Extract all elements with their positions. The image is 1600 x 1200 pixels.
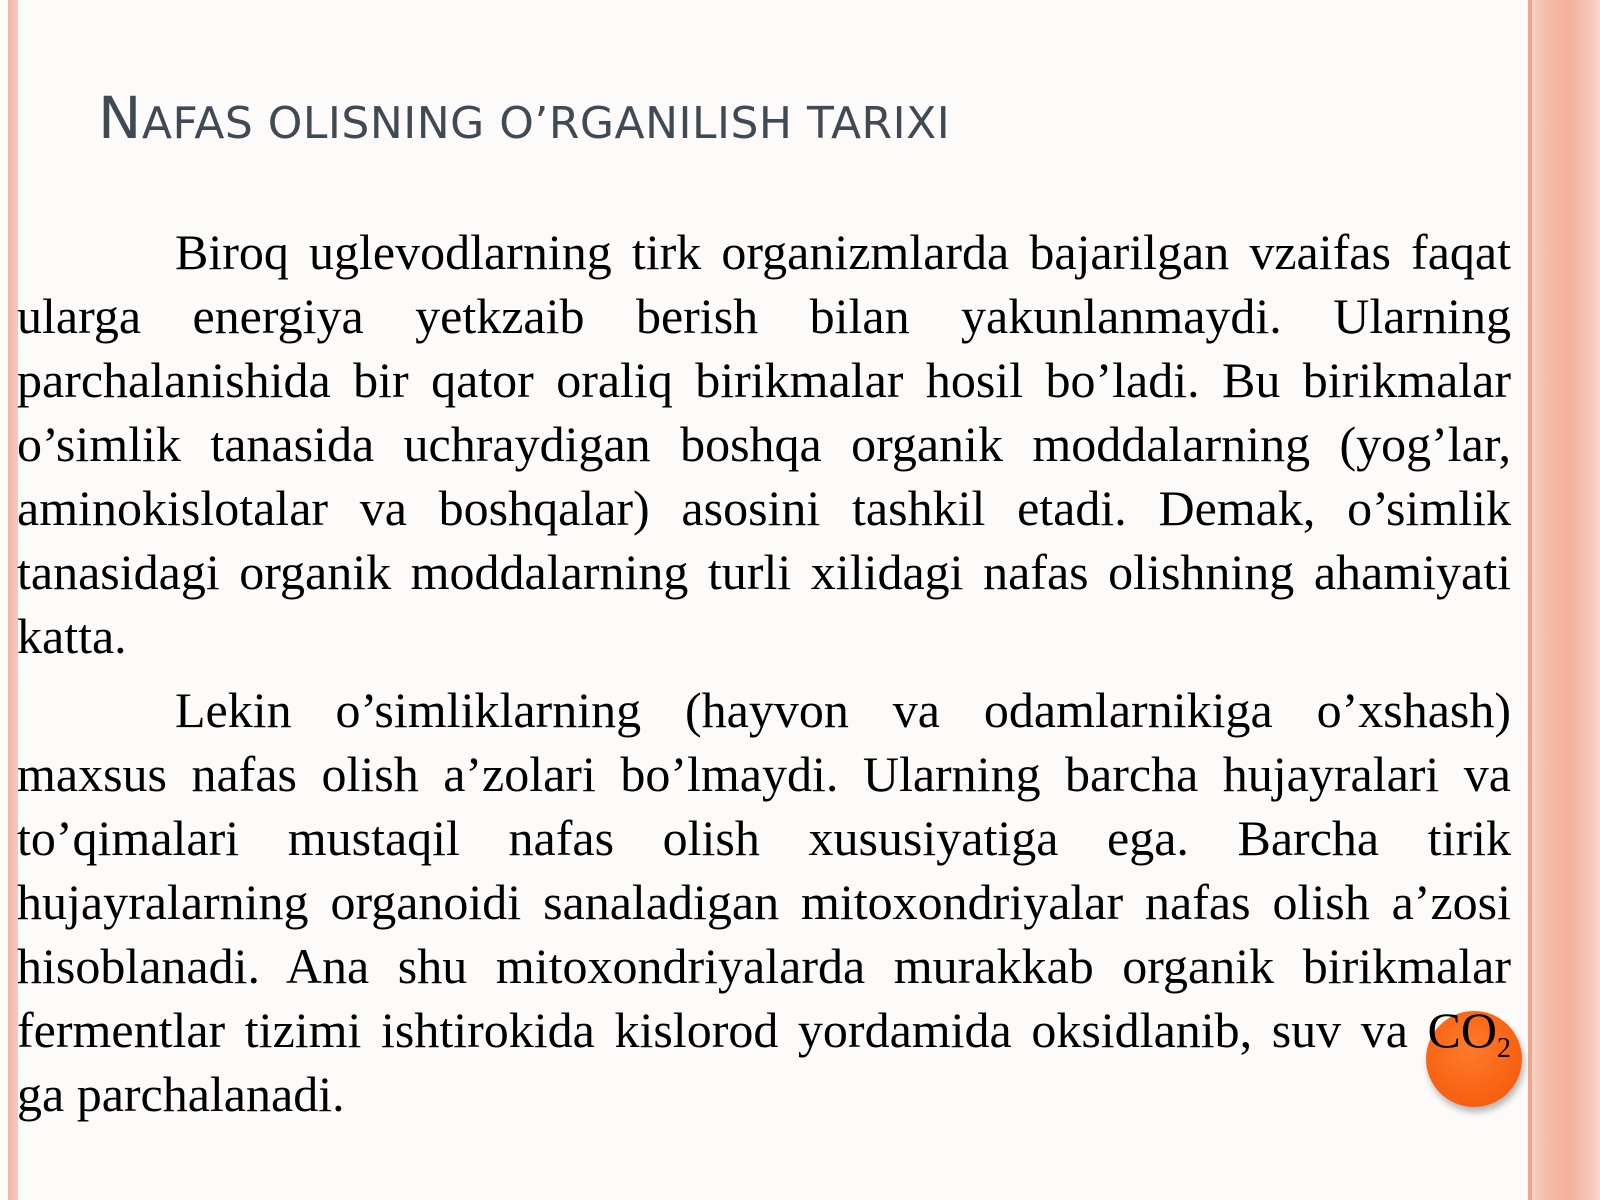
paragraph-1: Biroq uglevodlarning tirk organizmlarda bajarilgan vzaifas faqat ularga energiya yetkzaib berish bilan yakunlanmaydi. Ularning parchalanishida bir qator oraliq birikmalar hosil bo’ladi. Bu birikmalar o’simlik tanasida uchraydigan boshqa organik moddalarning (yog’lar, aminokislotalar va boshqalar) asosini tashkil etadi. Demak, o’simlik tanasidagi organik moddalarning turli xilidagi nafas olishning ahamiyati katta. bbox=[17, 224, 1511, 664]
slide-body bbox=[17, 220, 1511, 1136]
co2-subscript: 2 bbox=[1497, 1033, 1511, 1064]
right-border-line bbox=[1528, 0, 1532, 1200]
title-rest: AFAS OLISNING O’RGANILISH TARIXI bbox=[141, 98, 951, 149]
paragraph-2-main: Lekin o’simliklarning (hayvon va odamlarnikiga o’xshash) maxsus nafas olish a’zolari bo’lmaydi. Ularning barcha hujayralari va to’qimalari mustaqil nafas olish xususiyatiga ega. Barcha tirik hujayralarning organoidi sanaladigan mitoxondriyalar nafas olish a’zosi hisoblanadi. Ana shu mitoxondriyalarda murakkab organik birikmalar fermentlar tizimi ishtirokida kislorod yordamida oksidlanib, suv va CO bbox=[17, 682, 1511, 1058]
slide-title bbox=[98, 84, 950, 152]
title-initial: N bbox=[98, 84, 142, 152]
right-decorative-border bbox=[1528, 0, 1600, 1200]
paragraph-2-end: ga parchalanadi. bbox=[17, 1066, 345, 1122]
paragraph-2 bbox=[17, 678, 1511, 1126]
